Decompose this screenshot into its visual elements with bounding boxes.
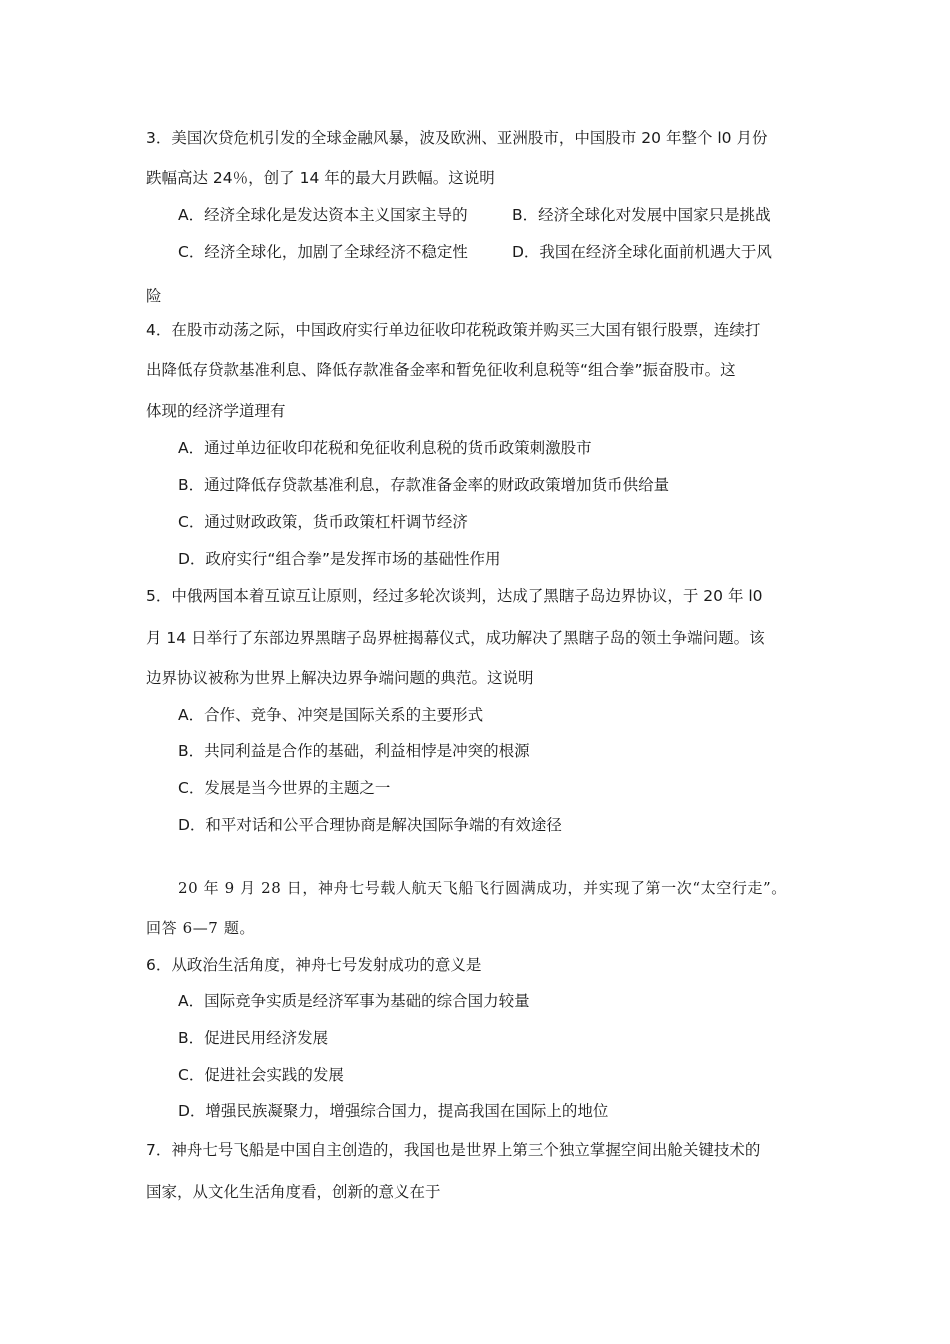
question-4-option-d: D．政府实行“组合拳”是发挥市场的基础性作用 <box>178 550 501 568</box>
question-5-option-d: D．和平对话和公平合理协商是解决国际争端的有效途径 <box>178 816 562 834</box>
question-6-option-a: A．国际竞争实质是经济军事为基础的综合国力较量 <box>178 992 530 1010</box>
question-5-option-b: B．共同利益是合作的基础，利益相悖是冲突的根源 <box>178 742 530 760</box>
passage-line-1: 20 年 9 月 28 日，神舟七号载人航天飞船飞行圆满成功，并实现了第一次“太空行走”。 <box>178 879 787 897</box>
question-6-option-d: D．增强民族凝聚力，增强综合国力，提高我国在国际上的地位 <box>178 1102 609 1120</box>
question-6-stem-line-1: 6．从政治生活角度，神舟七号发射成功的意义是 <box>146 956 482 974</box>
question-3-option-b: B．经济全球化对发展中国家只是挑战 <box>512 206 771 224</box>
question-3-stem-line-1: 3．美国次贷危机引发的全球金融风暴，波及欧洲、亚洲股市，中国股市 20 年整个 l0 月份 <box>146 129 768 147</box>
question-4-option-a: A．通过单边征收印花税和免征收利息税的货币政策刺激股市 <box>178 439 592 457</box>
question-5-stem-line-2: 月 14 日举行了东部边界黑瞎子岛界桩揭幕仪式，成功解决了黑瞎子岛的领土争端问题。该 <box>146 629 765 647</box>
question-7-stem-line-2: 国家，从文化生活角度看，创新的意义在于 <box>146 1183 441 1201</box>
question-4-option-b: B．通过降低存贷款基准利息，存款准备金率的财政政策增加货币供给量 <box>178 476 670 494</box>
question-6-option-c: C．促进社会实践的发展 <box>178 1066 344 1084</box>
question-5-stem-line-3: 边界协议被称为世界上解决边界争端问题的典范。这说明 <box>146 669 534 687</box>
question-6-option-b: B．促进民用经济发展 <box>178 1029 329 1047</box>
question-5-stem-line-1: 5．中俄两国本着互谅互让原则，经过多轮次谈判，达成了黑瞎子岛边界协议，于 20 年 l0 <box>146 587 763 605</box>
question-7-stem-line-1: 7．神舟七号飞船是中国自主创造的，我国也是世界上第三个独立掌握空间出舱关键技术的 <box>146 1141 761 1159</box>
question-3-option-c: C．经济全球化，加剧了全球经济不稳定性 <box>178 243 468 261</box>
question-3-stem-line-2: 跌幅高达 24％，创了 14 年的最大月跌幅。这说明 <box>146 169 495 187</box>
question-3-option-d-wrap: 险 <box>146 287 162 305</box>
passage-line-2: 回答 6—7 题。 <box>146 919 256 937</box>
question-4-stem-line-1: 4．在股市动荡之际，中国政府实行单边征收印花税政策并购买三大国有银行股票，连续打 <box>146 321 761 339</box>
question-3-option-d: D．我国在经济全球化面前机遇大于风 <box>512 243 772 261</box>
question-5-option-c: C．发展是当今世界的主题之一 <box>178 779 391 797</box>
question-4-option-c: C．通过财政政策，货币政策杠杆调节经济 <box>178 513 468 531</box>
question-4-stem-line-3: 体现的经济学道理有 <box>146 402 286 420</box>
question-3-option-a: A．经济全球化是发达资本主义国家主导的 <box>178 206 468 224</box>
question-5-option-a: A．合作、竞争、冲突是国际关系的主要形式 <box>178 706 484 724</box>
question-4-stem-line-2: 出降低存贷款基准利息、降低存款准备金率和暂免征收利息税等“组合拳”振奋股市。这 <box>146 361 736 379</box>
